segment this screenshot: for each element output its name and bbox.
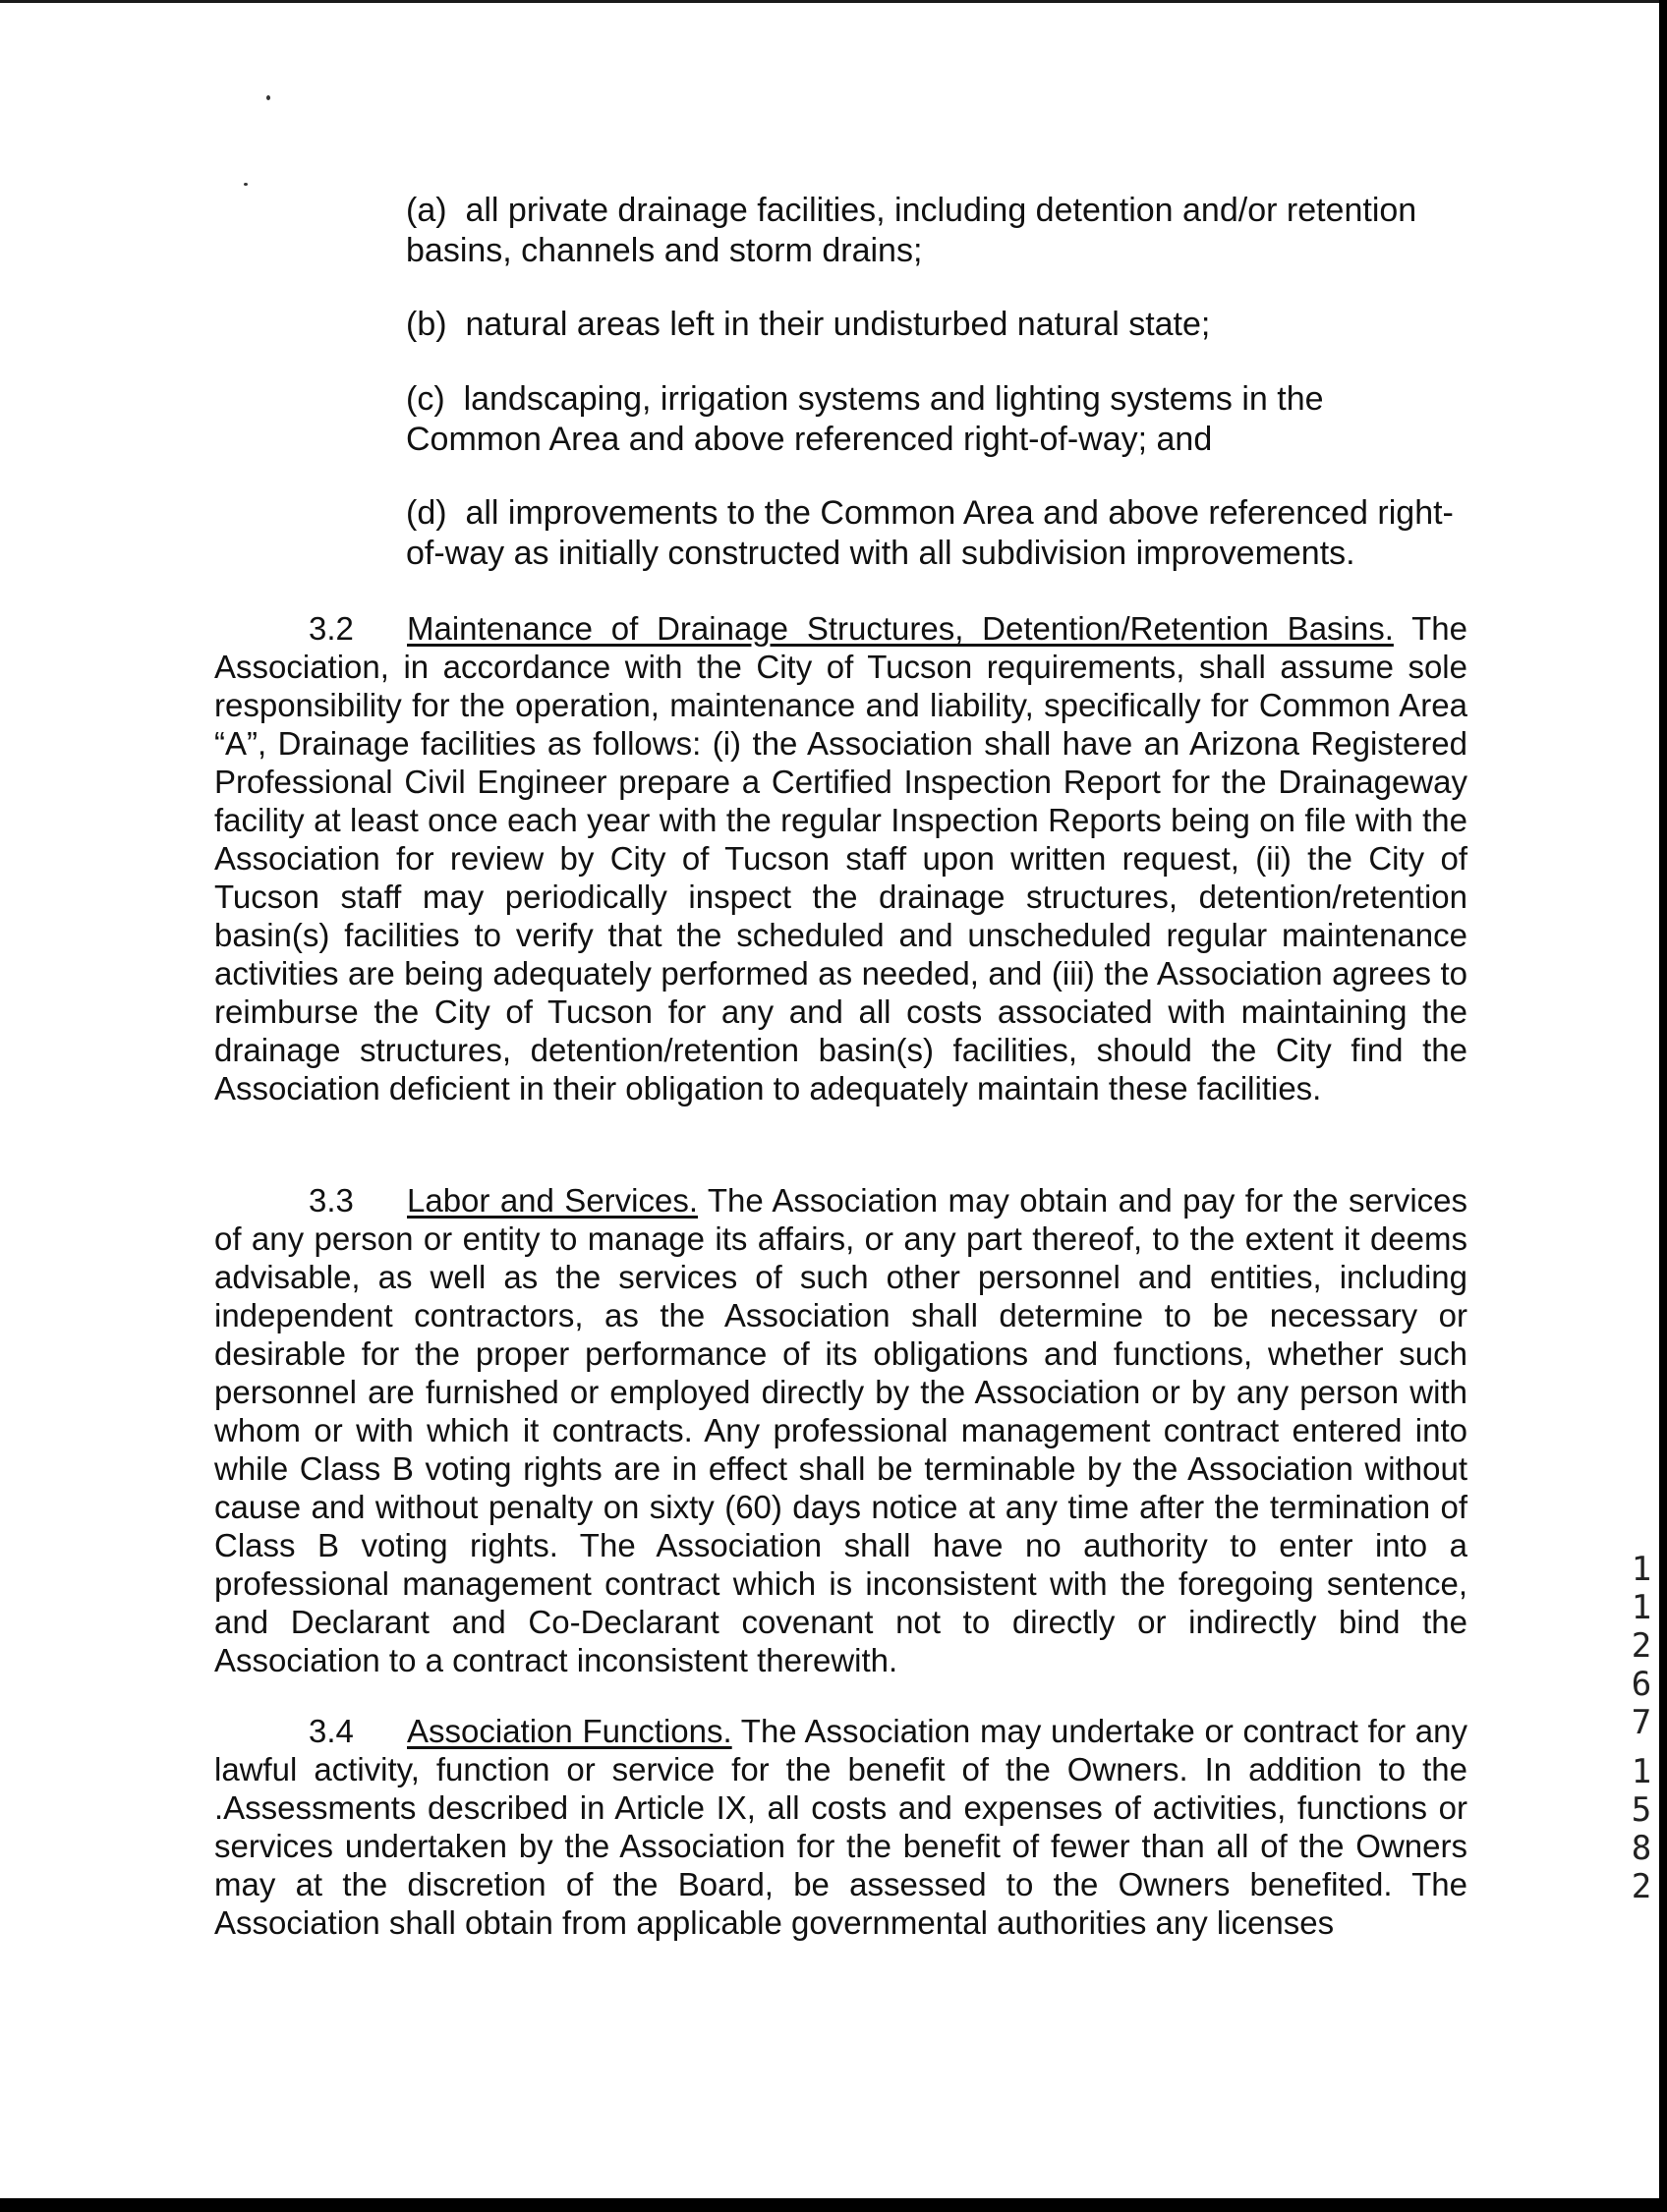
list-item-text: natural areas left in their undisturbed natural state;: [465, 306, 1211, 343]
list-item-b: [406, 305, 1467, 345]
section-title: Association Functions.: [407, 1713, 732, 1749]
list-item-c: [406, 379, 1467, 460]
section-3-3: [214, 1181, 1467, 1679]
list-item-label: (d): [406, 494, 447, 532]
section-body: The Association may obtain and pay for the services of any person or entity to manage its affairs, or any part thereof, to the extent it deems advisable, as well as the services of such other personnel and entities, including independent contractors, as the Association shall determine to be necessary or desirable for the proper performance of its obligations and functions, whether such personnel are furnished or employed directly by the Association or by any person with whom or with which it contracts. Any professional management contract entered into while Class B voting rights are in effect shall be terminable by the Association without cause and without penalty on sixty (60) days notice at any time after the termination of Class B voting rights. The Association shall have no authority to enter into a professional management contract which is inconsistent with the foregoing sentence, and Declarant and Co-Declarant covenant not to directly or indirectly bind the Association to a contract inconsistent therewith.: [214, 1182, 1468, 1678]
margin-stamp-bottom: 1582: [1631, 1752, 1652, 1906]
margin-stamp-top: 11267: [1631, 1550, 1652, 1742]
list-item-a: [406, 191, 1467, 271]
section-3-2: [214, 609, 1467, 1107]
scan-right-edge: [1659, 0, 1667, 2212]
list-item-text: all private drainage facilities, including detention and/or retention basins, channels and storm drains;: [406, 192, 1417, 269]
list-item-label: (a): [406, 192, 447, 229]
section-number: 3.4: [309, 1713, 354, 1749]
scan-speck: [266, 95, 270, 100]
list-item-text: all improvements to the Common Area and above referenced right-of-way as initially constructed with all subdivision improvements.: [406, 494, 1454, 572]
list-item-label: (b): [406, 306, 447, 343]
list-item-label: (c): [406, 380, 445, 418]
section-body: The Association, in accordance with the City of Tucson requirements, shall assume sole responsibility for the operation, maintenance and liability, specifically for Common Area “A”, Drainage facilities as follows: (i) the Association shall have an Arizona Registered Professional Civil Engineer prepare a Certified Inspection Report for the Drainageway facility at least once each year with the regular Inspection Reports being on file with the Association for review by City of Tucson staff upon written request, (ii) the City of Tucson staff may periodically inspect the drainage structures, detention/retention basin(s) facilities to verify that the scheduled and unscheduled regular maintenance activities are being adequately performed as needed, and (iii) the Association agrees to reimburse the City of Tucson for any and all costs associated with maintaining the drainage structures, detention/retention basin(s) facilities, should the City find the Association deficient in their obligation to adequately maintain these facilities.: [214, 610, 1467, 1106]
section-3-4: [214, 1712, 1467, 1942]
section-body: The Association may undertake or contract for any lawful activity, function or service for the benefit of the Owners. In addition to the .Assessments described in Article IX, all costs and expenses of activities, functions or services undertaken by the Association for the benefit of fewer than all of the Owners may at the discretion of the Board, be assessed to the Owners benefited. The Association shall obtain from applicable governmental authorities any licenses: [214, 1713, 1467, 1941]
section-title: Labor and Services.: [407, 1182, 699, 1219]
scan-top-edge: [0, 0, 1667, 3]
list-item-d: [406, 493, 1467, 574]
section-title: Maintenance of Drainage Structures, Detention/Retention Basins.: [407, 610, 1394, 647]
section-number: 3.2: [309, 610, 354, 647]
section-number: 3.3: [309, 1182, 354, 1219]
scan-bottom-edge: [0, 2198, 1667, 2212]
scan-speck: [244, 183, 248, 186]
list-item-text: landscaping, irrigation systems and lighting systems in the Common Area and above referenced right-of-way; and: [406, 380, 1324, 458]
